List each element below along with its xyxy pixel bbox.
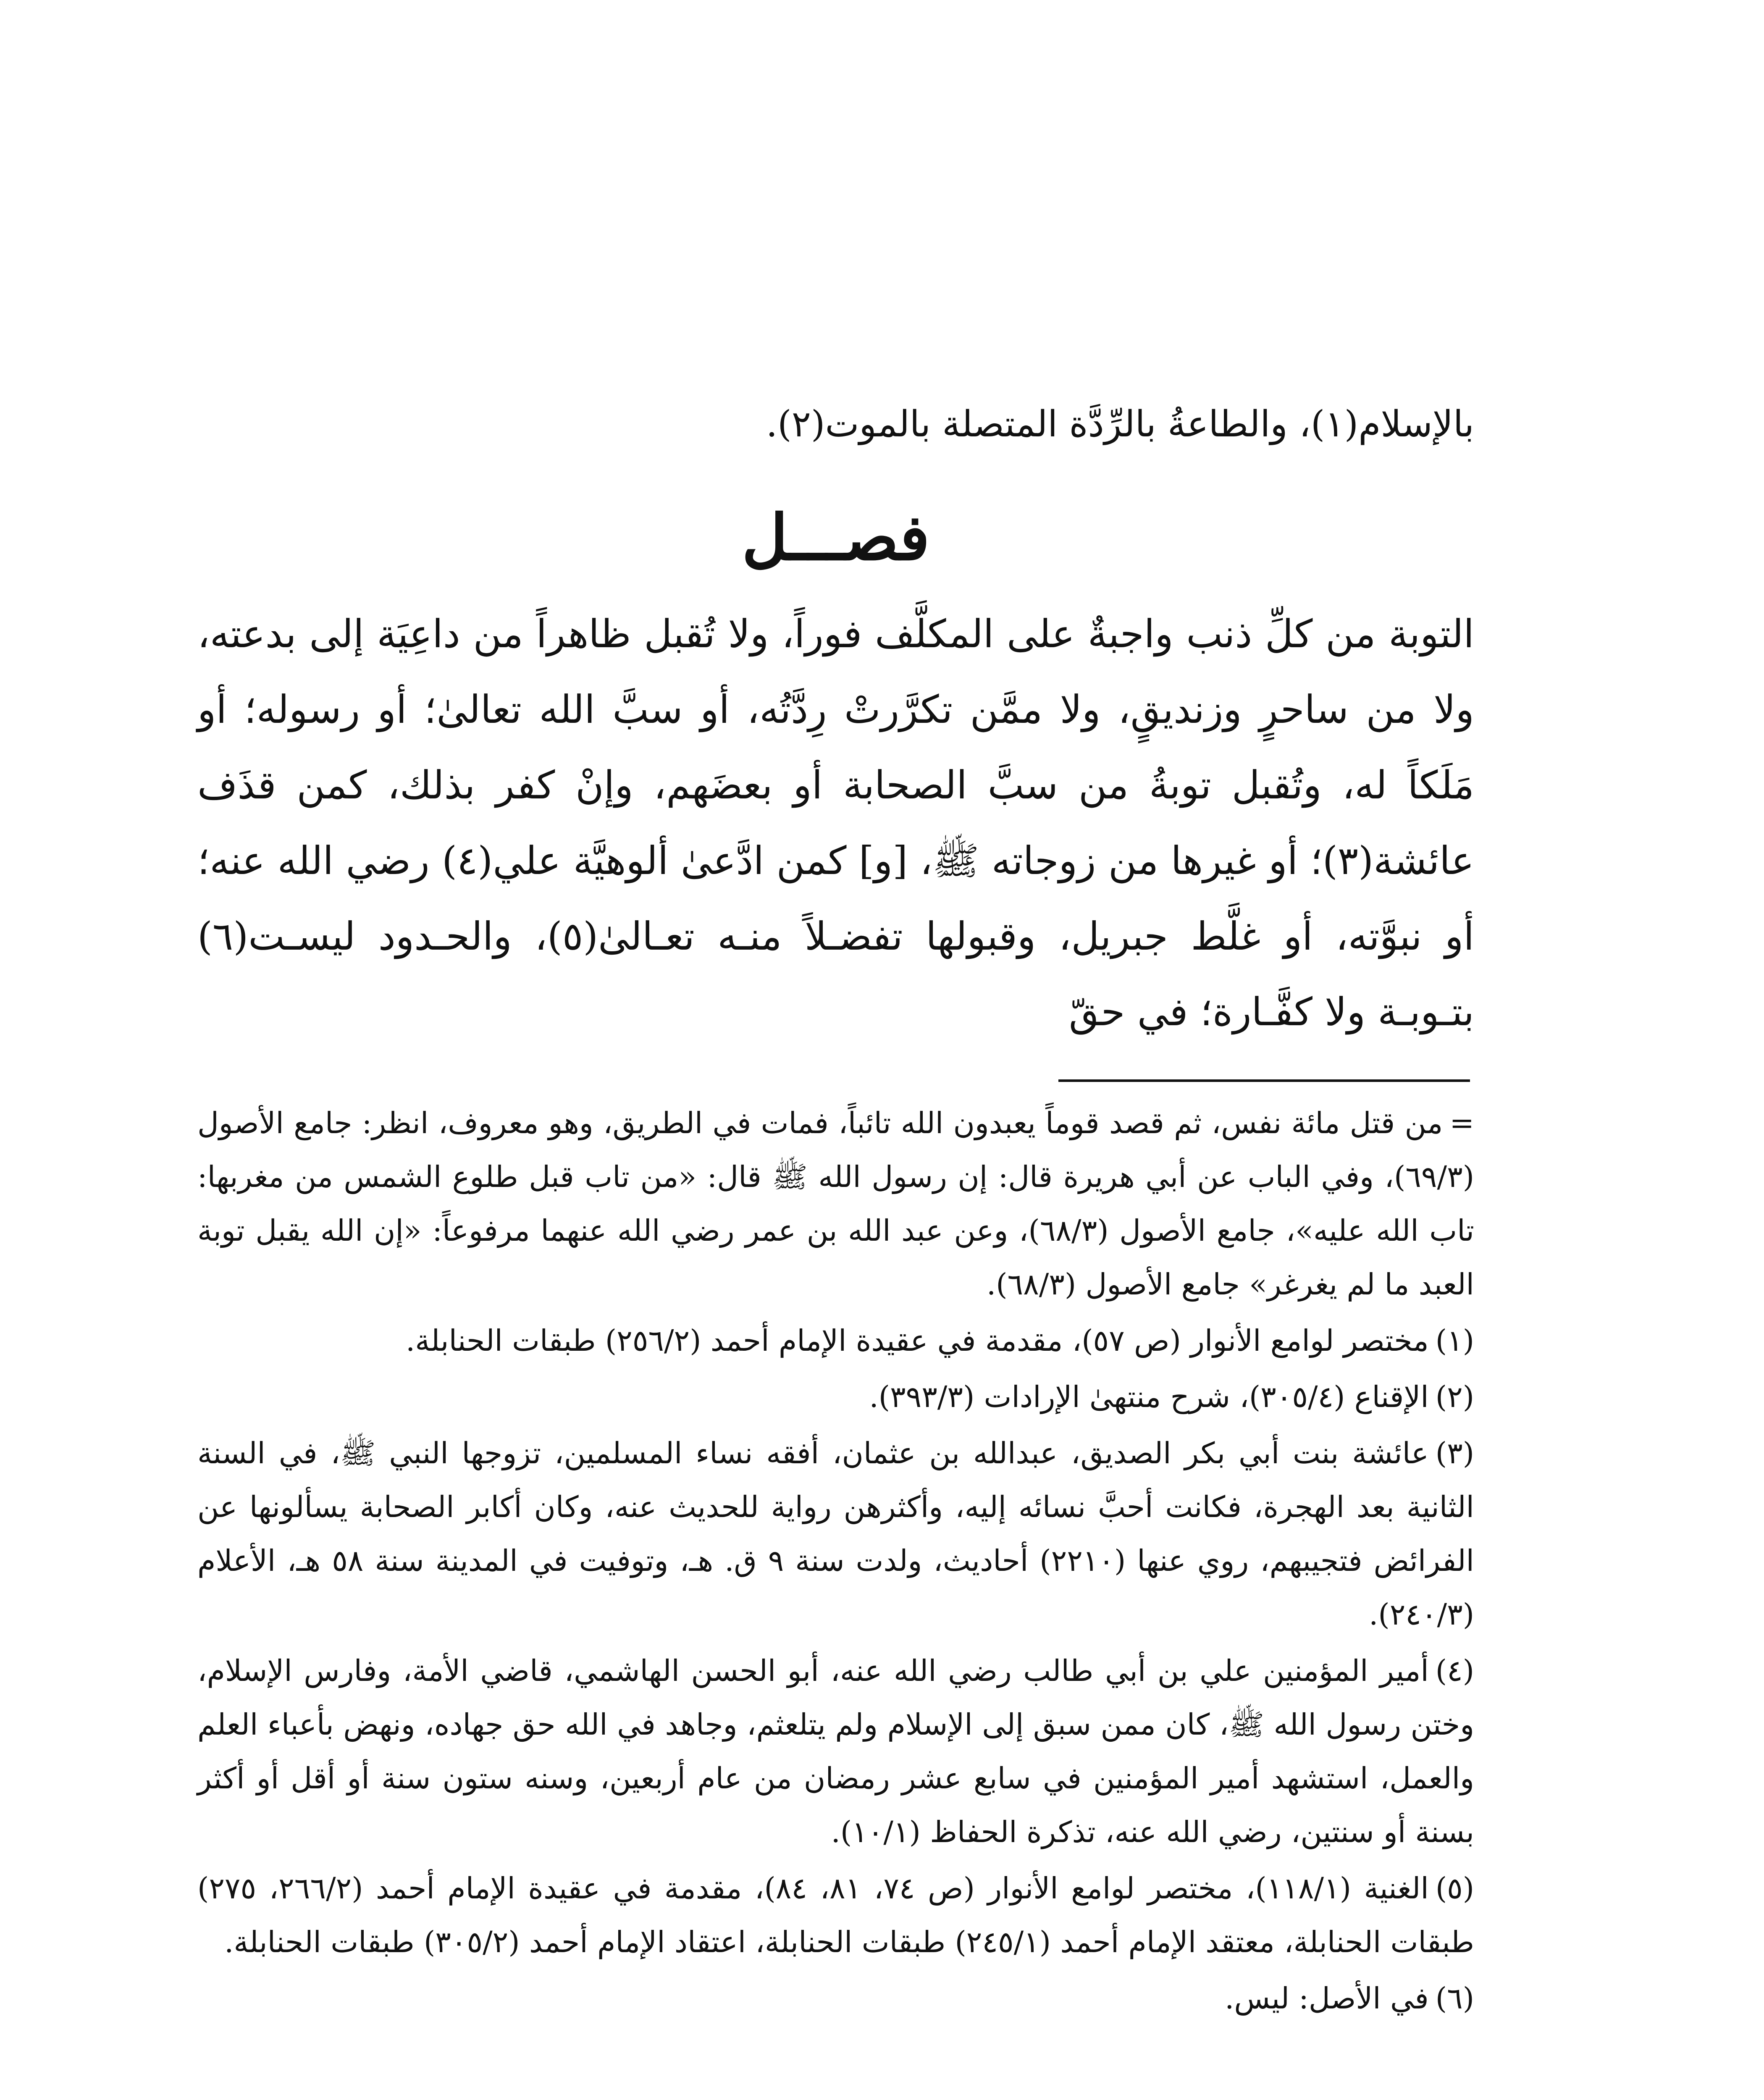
- footnote-number: =: [1449, 1106, 1474, 1140]
- footnote-text: من قتل مائة نفس، ثم قصد قوماً يعبدون الله تائباً، فمات في الطريق، وهو معروف، انظر: جامع الأصول (٦٩/٣)، وفي الباب عن أبي هريرة قال: إن رسول الله ﷺ قال: «من تاب قبل طلوع الشمس من مغربها: تاب الله عليه»، جامع الأصول (٦٨/٣)، وعن عبد الله بن عمر رضي الله عنهما مرفوعاً: «إن الله يقبل توبة العبد ما لم يغرغر» جامع الأصول (٦٨/٣).: [197, 1106, 1474, 1302]
- footnote-text: الغنية (١١٨/١)، مختصر لوامع الأنوار (ص ٧٤، ٨١، ٨٤)، مقدمة في عقيدة الإمام أحمد (٢٦٦/٢، ٢٧٥) طبقات الحنابلة، معتقد الإمام أحمد (٢٤٥/١) طبقات الحنابلة، اعتقاد الإمام أحمد (٣٠٥/٢) طبقات الحنابلة.: [197, 1871, 1474, 1959]
- footnote-number: (٤): [1435, 1654, 1474, 1688]
- footnote-text: الإقناع (٣٠٥/٤)، شرح منتهىٰ الإرادات (٣٩٣/٣).: [869, 1380, 1429, 1414]
- section-heading: فصـــل: [742, 501, 930, 575]
- footnote-number: (١): [1435, 1323, 1474, 1358]
- footnote-text: في الأصل: ليس.: [1225, 1981, 1429, 2016]
- intro-line: بالإسلام(١)، والطاعةُ بالرِّدَّة المتصلة بالموت(٢).: [766, 403, 1474, 445]
- footnote-4: [197, 1644, 1474, 1859]
- footnote-separator: [1058, 1079, 1470, 1082]
- footnote-2: [197, 1370, 1474, 1424]
- footnote-5: [197, 1861, 1474, 1969]
- footnote-continuation: [197, 1096, 1474, 1311]
- footnotes: [197, 1096, 1474, 2028]
- footnote-1: [197, 1314, 1474, 1368]
- footnote-text: مختصر لوامع الأنوار (ص ٥٧)، مقدمة في عقيدة الإمام أحمد (٢٥٦/٢) طبقات الحنابلة.: [406, 1323, 1429, 1358]
- footnote-number: (٣): [1435, 1436, 1474, 1470]
- footnote-number: (٢): [1435, 1380, 1474, 1414]
- footnote-3: [197, 1426, 1474, 1641]
- footnote-text: أمير المؤمنين علي بن أبي طالب رضي الله عنه، أبو الحسن الهاشمي، قاضي الأمة، وفارس الإسلام، وختن رسول الله ﷺ، كان ممن سبق إلى الإسلام ولم يتلعثم، وجاهد في الله حق جهاده، ونهض بأعباء العلم والعمل، استشهد أمير المؤمنين في سابع عشر رمضان من عام أربعين، وسنه ستون سنة أو أقل أو أكثر بسنة أو سنتين، رضي الله عنه، تذكرة الحفاظ (١٠/١).: [197, 1654, 1474, 1849]
- footnote-number: (٦): [1435, 1981, 1474, 2016]
- main-paragraph: التوبة من كلِّ ذنب واجبةٌ على المكلَّف فوراً، ولا تُقبل ظاهراً من داعِيَة إلى بدعته، ولا من ساحرٍ وزنديقٍ، ولا ممَّن تكرَّرتْ رِدَّتُه، أو سبَّ الله تعالىٰ؛ أو رسوله؛ أو مَلَكاً له، وتُقبل توبةُ من سبَّ الصحابة أو بعضَهم، وإنْ كفر بذلك، كمن قذَف عائشة(٣)؛ أو غيرها من زوجاته ﷺ، [و] كمن ادَّعىٰ ألوهيَّة علي(٤) رضي الله عنه؛ أو نبوَّته، أو غلَّط جبريل، وقبولها تفضـلاً منـه تعـالىٰ(٥)، والحـدود ليسـت(٦) بتـوبـة ولا كفَّـارة؛ في حقّ: [197, 612, 1475, 1034]
- footnote-6: [197, 1971, 1474, 2025]
- footnote-text: عائشة بنت أبي بكر الصديق، عبدالله بن عثمان، أفقه نساء المسلمين، تزوجها النبي ﷺ، في السنة الثانية بعد الهجرة، فكانت أحبَّ نسائه إليه، وأكثرهن رواية للحديث عنه، وكان أكابر الصحابة يسألونها عن الفرائض فتجيبهم، روي عنها (٢٢١٠) أحاديث، ولدت سنة ٩ ق. هـ، وتوفيت في المدينة سنة ٥٨ هـ، الأعلام (٢٤٠/٣).: [197, 1436, 1475, 1632]
- footnote-number: (٥): [1435, 1871, 1475, 1906]
